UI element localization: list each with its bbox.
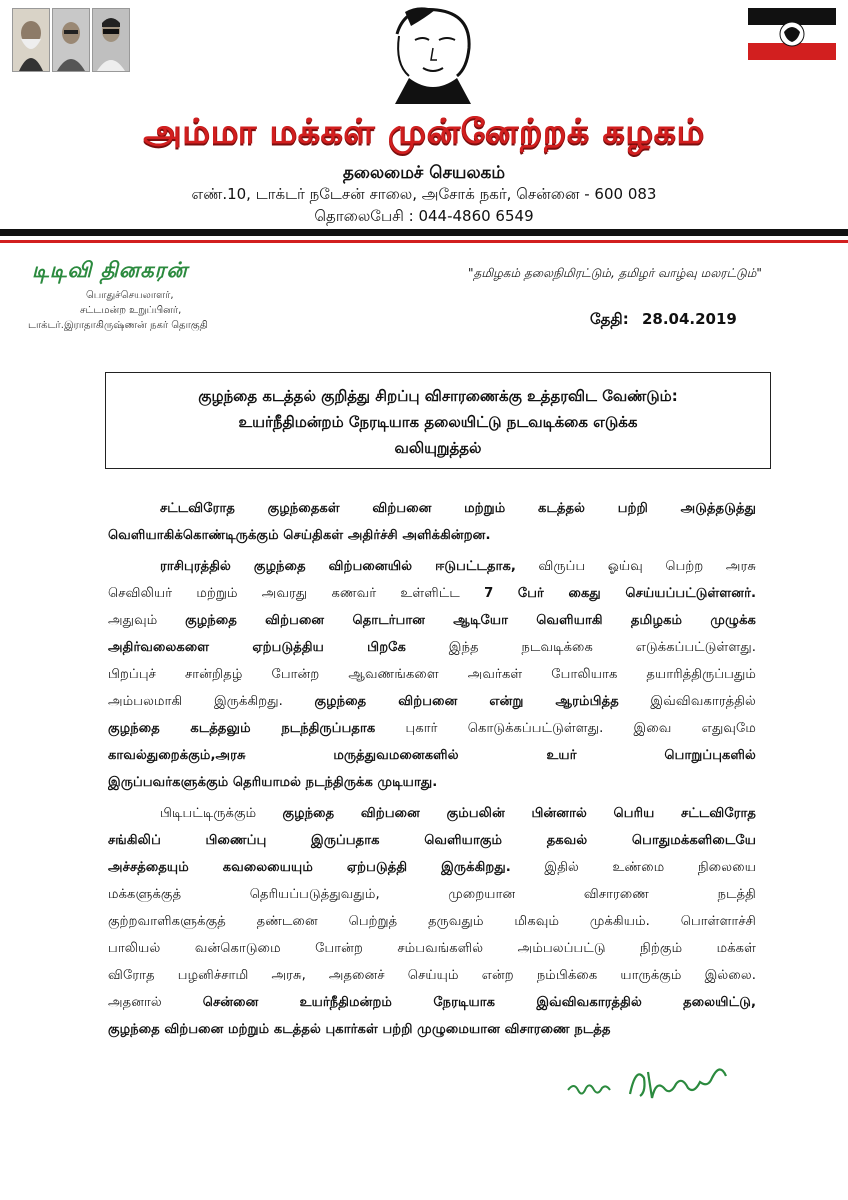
paragraph-line <box>108 553 756 580</box>
text-span: விருப்ப ஓய்வு பெற்ற அரசு <box>515 559 756 574</box>
text-span: செவிலியர் மற்றும் அவரது கணவர் உள்ளிட்ட <box>108 586 485 601</box>
text-span: அதனால் <box>108 995 203 1010</box>
paragraph-line <box>108 580 756 607</box>
paragraph-line: குற்றவாளிகளுக்குத் தண்டனை பெற்றுத் தருவதும் மிகவும் முக்கியம். பொள்ளாச்சி <box>108 914 756 929</box>
sender-line: டாக்டர்.இராதாகிருஷ்ணன் நகர் தொகுதி <box>28 320 208 331</box>
party-flag-icon <box>748 8 836 60</box>
date <box>590 310 737 330</box>
paragraph-line: காவல்துறைக்கும்,அரசு மருத்துவமனைகளில் உயர் பொறுப்புகளில் <box>108 748 756 763</box>
paragraph-line <box>108 715 756 742</box>
paragraph-line: மக்களுக்குத் தெரியப்படுத்துவதும், முறையான விசாரணை நடத்தி <box>108 887 756 902</box>
sender-line: பொதுச்செயலாளர், <box>86 290 174 301</box>
date-value: 28.04.2019 <box>641 310 737 328</box>
headquarters-label: தலைமைச் செயலகம் <box>342 163 506 183</box>
paragraph-line: பிறப்புச் சான்றிதழ் போன்ற ஆவணங்களை அவர்கள் போலியாக தயாரித்திருப்பதும் <box>108 667 756 682</box>
header-divider <box>0 240 848 243</box>
sender-line: சட்டமன்ற உறுப்பினர், <box>80 305 182 316</box>
text-span: குழந்தை விற்பனை என்று ஆரம்பித்த <box>314 694 619 709</box>
text-span: இந்த நடவடிக்கை எடுக்கப்பட்டுள்ளது. <box>405 640 756 655</box>
slogan: "தமிழகம் தலைநிமிரட்டும், தமிழர் வாழ்வு மலரட்டும்" <box>468 266 762 280</box>
text-span: அதுவும் <box>108 613 186 628</box>
date-label: தேதி: <box>590 310 629 328</box>
paragraph-line: குழந்தை விற்பனை மற்றும் கடத்தல் புகார்கள் பற்றி முழுமையான விசாரணை நடத்த <box>108 1022 611 1037</box>
paragraph-line: சங்கிலிப் பிணைப்பு இருப்பதாக வெளியாகும் தகவல் பொதுமக்களிடையே <box>108 833 756 848</box>
text-span: குழந்தை விற்பனை தொடர்பான ஆடியோ வெளியாகி தமிழகம் முழுக்க <box>185 613 756 628</box>
party-name: அம்மா மக்கள் முன்னேற்றக் கழகம் <box>143 112 705 152</box>
sender-designation <box>28 290 208 332</box>
paragraph-line <box>108 607 756 634</box>
address: எண்.10, டாக்டர் நடேசன் சாலை, அசோக் நகர், சென்னை - 600 083 <box>191 185 657 203</box>
headline-box <box>105 372 771 469</box>
phone-number: தொலைபேசி : 044-4860 6549 <box>314 207 534 225</box>
text-span: அம்பலமாகி இருக்கிறது. <box>108 694 315 709</box>
text-span: குழந்தை விற்பனை கும்பலின் பின்னால் பெரிய சட்டவிரோத <box>282 806 756 821</box>
headline-line: வலியுறுத்தல் <box>394 439 482 457</box>
text-span: ராசிபுரத்தில் குழந்தை விற்பனையில் ஈடுபட்டதாக, <box>160 559 516 574</box>
header-divider <box>0 229 848 236</box>
paragraph-line: வெளியாகிக்கொண்டிருக்கும் செய்திகள் அதிர்ச்சி அளிக்கின்றன. <box>108 528 491 543</box>
portrait-icon <box>52 8 90 72</box>
paragraph-line <box>108 634 756 661</box>
text-span: குழந்தை கடத்தலும் நடந்திருப்பதாக <box>108 721 376 736</box>
text-span: புகார் கொடுக்கப்பட்டுள்ளது. இவை எதுவுமே <box>375 721 756 736</box>
portrait-icon <box>12 8 50 72</box>
text-span: இவ்விவகாரத்தில் <box>618 694 756 709</box>
text-span: அதிர்வலைகளை ஏற்படுத்திய பிறகே <box>108 640 406 655</box>
text-span: அச்சத்தையும் கவலையையும் ஏற்படுத்தி இருக்கிறது. <box>108 860 511 875</box>
sender-name: டிடிவி தினகரன் <box>32 258 188 282</box>
paragraph-line <box>108 989 756 1016</box>
leader-portrait-icon <box>375 4 487 112</box>
text-span: 7 பேர் கைது செய்யப்பட்டுள்ளனர். <box>484 586 756 601</box>
text-span: சென்னை உயர்நீதிமன்றம் நேரடியாக இவ்விவகாரத்தில் தலையிட்டு, <box>202 995 756 1010</box>
portrait-icon <box>92 8 130 72</box>
text-span: இதில் உண்மை நிலையை <box>510 860 756 875</box>
paragraph-line: விரோத பழனிச்சாமி அரசு, அதனைச் செய்யும் என்ற நம்பிக்கை யாருக்கும் இல்லை. <box>108 968 756 983</box>
text-span: பிடிபட்டிருக்கும் <box>160 806 283 821</box>
paragraph-line: இருப்பவர்களுக்கும் தெரியாமல் நடந்திருக்க முடியாது. <box>108 775 438 790</box>
body-text <box>108 495 756 1043</box>
paragraph-line: சட்டவிரோத குழந்தைகள் விற்பனை மற்றும் கடத்தல் பற்றி அடுத்தடுத்து <box>160 501 756 516</box>
paragraph-line: பாலியல் வன்கொடுமை போன்ற சம்பவங்களில் அம்பலப்பட்டு நிற்கும் மக்கள் <box>108 941 756 956</box>
headline-line: குழந்தை கடத்தல் குறித்து சிறப்பு விசாரணைக்கு உத்தரவிட வேண்டும்: <box>198 387 678 405</box>
paragraph-line <box>108 688 756 715</box>
paragraph-line <box>108 854 756 881</box>
headline-line: உயர்நீதிமன்றம் நேரடியாக தலையிட்டு நடவடிக்கை எடுக்க <box>238 413 638 431</box>
signature-icon <box>560 1058 740 1108</box>
paragraph-line <box>108 800 756 827</box>
